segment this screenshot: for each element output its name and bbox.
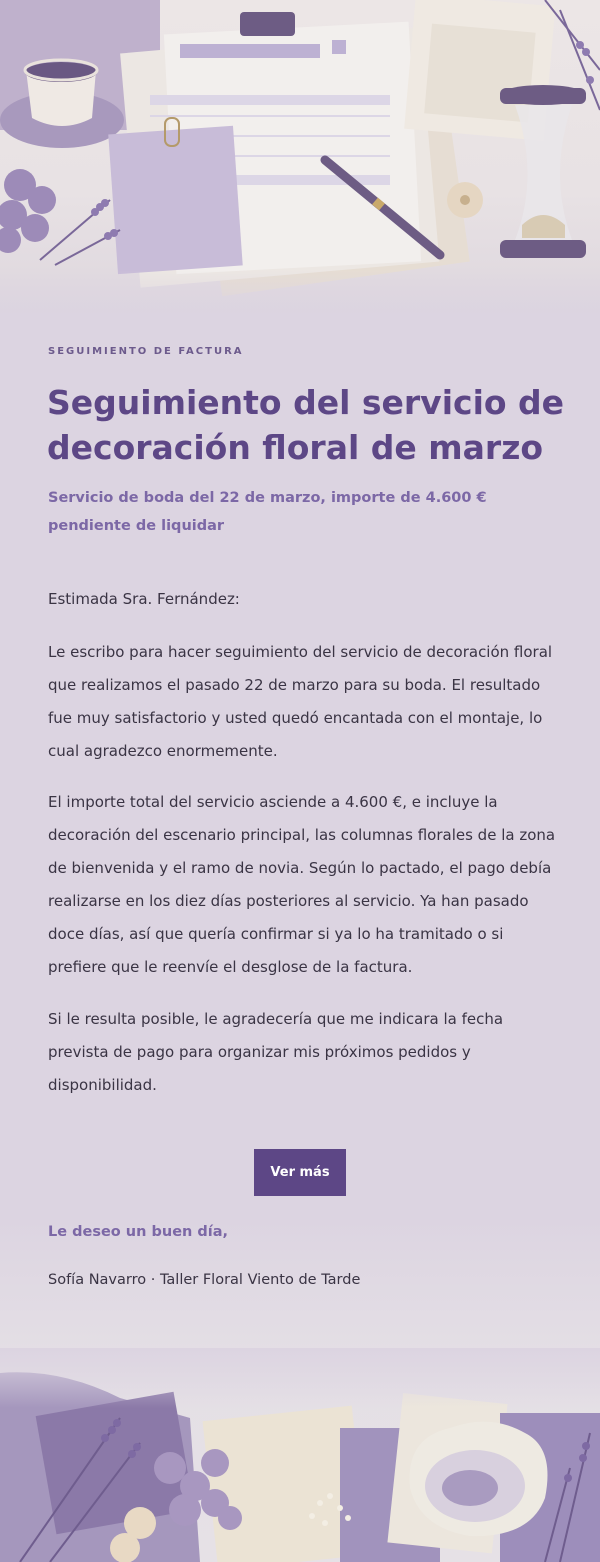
email-footer (0, 1218, 600, 1562)
email-body (0, 318, 600, 1218)
greeting: Estimada Sra. Fernández: (48, 590, 240, 608)
email-title: Seguimiento del servicio de decoración floral de marzo (47, 383, 565, 467)
paragraph: Le escribo para hacer seguimiento del servicio de decoración floral que realizamos el pasado 22 de marzo para su boda. El resultado fue muy satisfactorio y usted quedó encantada con el montaje, lo cual agradezco enormemente. (48, 643, 553, 760)
see-more-button[interactable]: Ver más (254, 1149, 346, 1196)
sender-signature: Sofía Navarro · Taller Floral Viento de Tarde (48, 1272, 361, 1288)
floral-footer-illustration (0, 1218, 600, 1562)
signoff: Le deseo un buen día, (48, 1224, 229, 1240)
email-subtitle: Servicio de boda del 22 de marzo, importe de 4.600 € pendiente de liquidar (48, 490, 487, 534)
paragraph: Si le resulta posible, le agradecería que me indicara la fecha prevista de pago para organizar mis próximos pedidos y disponibilidad. (48, 1010, 504, 1094)
stationery-illustration (0, 0, 600, 318)
paragraph: El importe total del servicio asciende a 4.600 €, e incluye la decoración del escenario principal, las columnas florales de la zona de bienvenida y el ramo de novia. Según lo pactado, el pago debía realizarse en los diez días posteriores al servicio. Ya han pasado doce días, así que quería confirmar si ya lo ha tramitado o si prefiere que le reenvíe el desglose de la factura. (48, 793, 556, 976)
hero-image (0, 0, 600, 318)
eyebrow-label: SEGUIMIENTO DE FACTURA (48, 346, 244, 357)
